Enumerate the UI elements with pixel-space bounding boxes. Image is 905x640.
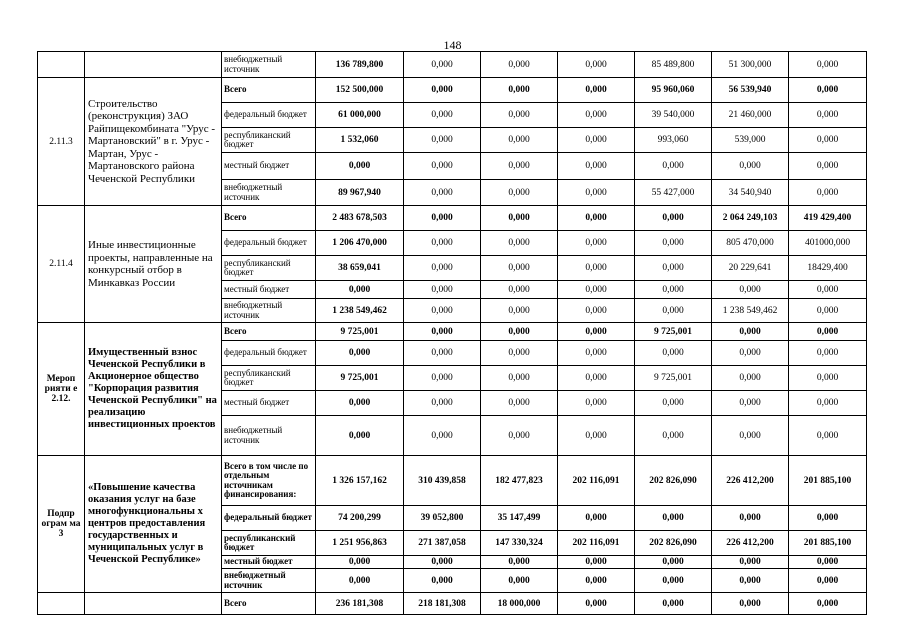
- item-code-cell: Мероп рияти е 2.12.: [38, 323, 85, 456]
- year-amount-cell: 0,000: [789, 391, 867, 416]
- year-amount-cell: 0,000: [481, 103, 558, 128]
- total-amount-cell: 0,000: [316, 569, 404, 593]
- funding-source-cell: Всего в том числе по отдельным источникам финансирования:: [222, 456, 316, 506]
- total-amount-cell: 9 725,001: [316, 366, 404, 391]
- year-amount-cell: 202 826,090: [635, 531, 712, 556]
- year-amount-cell: 39 052,800: [404, 506, 481, 531]
- total-amount-cell: 0,000: [316, 281, 404, 299]
- year-amount-cell: 0,000: [481, 153, 558, 180]
- year-amount-cell: 0,000: [635, 341, 712, 366]
- year-amount-cell: 0,000: [481, 78, 558, 103]
- year-amount-cell: 0,000: [558, 416, 635, 456]
- year-amount-cell: 0,000: [558, 569, 635, 593]
- total-amount-cell: 236 181,308: [316, 593, 404, 615]
- year-amount-cell: 201 885,100: [789, 456, 867, 506]
- funding-source-cell: республиканский бюджет: [222, 256, 316, 281]
- year-amount-cell: 0,000: [404, 323, 481, 341]
- year-amount-cell: 0,000: [712, 593, 789, 615]
- year-amount-cell: 0,000: [789, 556, 867, 569]
- funding-source-cell: внебюджетный источник: [222, 416, 316, 456]
- year-amount-cell: 0,000: [789, 593, 867, 615]
- year-amount-cell: 21 460,000: [712, 103, 789, 128]
- item-code-cell: [38, 52, 85, 78]
- year-amount-cell: 0,000: [712, 569, 789, 593]
- year-amount-cell: 226 412,200: [712, 456, 789, 506]
- year-amount-cell: 0,000: [558, 153, 635, 180]
- year-amount-cell: 0,000: [789, 52, 867, 78]
- year-amount-cell: 0,000: [635, 231, 712, 256]
- item-name-cell: [85, 593, 222, 615]
- total-amount-cell: 1 206 470,000: [316, 231, 404, 256]
- item-code-cell: Подпр ограм ма 3: [38, 456, 85, 593]
- year-amount-cell: 0,000: [789, 153, 867, 180]
- year-amount-cell: 1 238 549,462: [712, 299, 789, 323]
- year-amount-cell: 401000,000: [789, 231, 867, 256]
- year-amount-cell: 0,000: [712, 323, 789, 341]
- total-amount-cell: 1 326 157,162: [316, 456, 404, 506]
- year-amount-cell: 0,000: [558, 506, 635, 531]
- funding-source-cell: республиканский бюджет: [222, 128, 316, 153]
- funding-source-cell: местный бюджет: [222, 391, 316, 416]
- funding-source-cell: Всего: [222, 78, 316, 103]
- year-amount-cell: 0,000: [789, 416, 867, 456]
- year-amount-cell: 0,000: [404, 52, 481, 78]
- year-amount-cell: 0,000: [558, 206, 635, 231]
- year-amount-cell: 0,000: [712, 153, 789, 180]
- year-amount-cell: 95 960,060: [635, 78, 712, 103]
- year-amount-cell: 0,000: [481, 206, 558, 231]
- year-amount-cell: 0,000: [404, 206, 481, 231]
- year-amount-cell: 0,000: [712, 556, 789, 569]
- item-name-cell: Имущественный взнос Чеченской Республики в Акционерное общество "Корпорация развития Чеченской Республики" на реализацию инвестиционных проектов: [85, 323, 222, 456]
- year-amount-cell: 0,000: [404, 78, 481, 103]
- year-amount-cell: 39 540,000: [635, 103, 712, 128]
- year-amount-cell: 55 427,000: [635, 180, 712, 206]
- table-row: [38, 456, 867, 506]
- year-amount-cell: 2 064 249,103: [712, 206, 789, 231]
- year-amount-cell: 0,000: [404, 299, 481, 323]
- funding-source-cell: Всего: [222, 593, 316, 615]
- funding-source-cell: внебюджетный источник: [222, 180, 316, 206]
- total-amount-cell: 0,000: [316, 391, 404, 416]
- year-amount-cell: 202 116,091: [558, 456, 635, 506]
- year-amount-cell: 0,000: [635, 556, 712, 569]
- year-amount-cell: 0,000: [789, 281, 867, 299]
- year-amount-cell: 271 387,058: [404, 531, 481, 556]
- year-amount-cell: 0,000: [789, 180, 867, 206]
- year-amount-cell: 0,000: [481, 556, 558, 569]
- year-amount-cell: 218 181,308: [404, 593, 481, 615]
- year-amount-cell: 0,000: [558, 341, 635, 366]
- year-amount-cell: 0,000: [789, 366, 867, 391]
- year-amount-cell: 0,000: [712, 341, 789, 366]
- year-amount-cell: 182 477,823: [481, 456, 558, 506]
- total-amount-cell: 2 483 678,503: [316, 206, 404, 231]
- year-amount-cell: 0,000: [558, 391, 635, 416]
- total-amount-cell: 136 789,800: [316, 52, 404, 78]
- funding-source-cell: местный бюджет: [222, 281, 316, 299]
- funding-source-cell: федеральный бюджет: [222, 231, 316, 256]
- year-amount-cell: 0,000: [481, 180, 558, 206]
- budget-table: [37, 51, 867, 615]
- funding-source-cell: местный бюджет: [222, 556, 316, 569]
- year-amount-cell: 0,000: [481, 52, 558, 78]
- year-amount-cell: 0,000: [635, 299, 712, 323]
- year-amount-cell: 0,000: [789, 341, 867, 366]
- year-amount-cell: 85 489,800: [635, 52, 712, 78]
- year-amount-cell: 34 540,940: [712, 180, 789, 206]
- year-amount-cell: 0,000: [558, 231, 635, 256]
- year-amount-cell: 539,000: [712, 128, 789, 153]
- year-amount-cell: 0,000: [558, 593, 635, 615]
- year-amount-cell: 0,000: [558, 366, 635, 391]
- total-amount-cell: 9 725,001: [316, 323, 404, 341]
- year-amount-cell: 0,000: [558, 52, 635, 78]
- page-number: 148: [443, 38, 462, 52]
- funding-source-cell: внебюджетный источник: [222, 299, 316, 323]
- year-amount-cell: 0,000: [635, 391, 712, 416]
- item-name-cell: [85, 52, 222, 78]
- year-amount-cell: 0,000: [558, 323, 635, 341]
- year-amount-cell: 9 725,001: [635, 323, 712, 341]
- year-amount-cell: 310 439,858: [404, 456, 481, 506]
- year-amount-cell: 0,000: [558, 256, 635, 281]
- year-amount-cell: 0,000: [789, 103, 867, 128]
- funding-source-cell: Всего: [222, 206, 316, 231]
- funding-source-cell: республиканский бюджет: [222, 366, 316, 391]
- total-amount-cell: 74 200,299: [316, 506, 404, 531]
- year-amount-cell: 0,000: [481, 323, 558, 341]
- year-amount-cell: 0,000: [481, 569, 558, 593]
- year-amount-cell: 0,000: [635, 256, 712, 281]
- year-amount-cell: 56 539,940: [712, 78, 789, 103]
- item-code-cell: [38, 593, 85, 615]
- total-amount-cell: 0,000: [316, 416, 404, 456]
- year-amount-cell: 0,000: [404, 281, 481, 299]
- year-amount-cell: 0,000: [481, 391, 558, 416]
- total-amount-cell: 38 659,041: [316, 256, 404, 281]
- year-amount-cell: 0,000: [789, 299, 867, 323]
- year-amount-cell: 0,000: [481, 281, 558, 299]
- total-amount-cell: 0,000: [316, 556, 404, 569]
- year-amount-cell: 0,000: [789, 323, 867, 341]
- year-amount-cell: 0,000: [481, 128, 558, 153]
- year-amount-cell: 0,000: [635, 569, 712, 593]
- year-amount-cell: 202 116,091: [558, 531, 635, 556]
- year-amount-cell: 0,000: [404, 391, 481, 416]
- year-amount-cell: 51 300,000: [712, 52, 789, 78]
- year-amount-cell: 0,000: [712, 366, 789, 391]
- item-code-cell: 2.11.4: [38, 206, 85, 323]
- year-amount-cell: 0,000: [404, 153, 481, 180]
- year-amount-cell: 0,000: [712, 506, 789, 531]
- year-amount-cell: 0,000: [712, 281, 789, 299]
- year-amount-cell: 0,000: [481, 231, 558, 256]
- year-amount-cell: 0,000: [558, 128, 635, 153]
- total-amount-cell: 1 251 956,863: [316, 531, 404, 556]
- year-amount-cell: 201 885,100: [789, 531, 867, 556]
- year-amount-cell: 0,000: [481, 366, 558, 391]
- year-amount-cell: 0,000: [635, 593, 712, 615]
- funding-source-cell: федеральный бюджет: [222, 506, 316, 531]
- funding-source-cell: республиканский бюджет: [222, 531, 316, 556]
- year-amount-cell: 0,000: [712, 416, 789, 456]
- year-amount-cell: 0,000: [481, 256, 558, 281]
- year-amount-cell: 147 330,324: [481, 531, 558, 556]
- year-amount-cell: 0,000: [635, 506, 712, 531]
- item-code-cell: 2.11.3: [38, 78, 85, 206]
- item-name-cell: Строительство (реконструкция) ЗАО Райпищекомбината "Урус - Мартановский" в г. Урус - Мартан, Урус - Мартановского района Чеченской Республики: [85, 78, 222, 206]
- table-row: [38, 593, 867, 615]
- total-amount-cell: 152 500,000: [316, 78, 404, 103]
- year-amount-cell: 9 725,001: [635, 366, 712, 391]
- year-amount-cell: 0,000: [404, 256, 481, 281]
- item-name-cell: Иные инвестиционные проекты, направленные на конкурсный отбор в Минкавказ России: [85, 206, 222, 323]
- funding-source-cell: местный бюджет: [222, 153, 316, 180]
- funding-source-cell: федеральный бюджет: [222, 103, 316, 128]
- item-name-cell: «Повышение качества оказания услуг на базе многофункциональны х центров предоставления государственных и муниципальных услуг в Чеченской Республике»: [85, 456, 222, 593]
- year-amount-cell: 0,000: [789, 506, 867, 531]
- year-amount-cell: 226 412,200: [712, 531, 789, 556]
- year-amount-cell: 0,000: [635, 416, 712, 456]
- year-amount-cell: 0,000: [404, 180, 481, 206]
- year-amount-cell: 0,000: [558, 281, 635, 299]
- year-amount-cell: 0,000: [635, 206, 712, 231]
- year-amount-cell: 18429,400: [789, 256, 867, 281]
- year-amount-cell: 0,000: [404, 128, 481, 153]
- year-amount-cell: 0,000: [635, 281, 712, 299]
- funding-source-cell: внебюджетный источник: [222, 52, 316, 78]
- year-amount-cell: 0,000: [404, 416, 481, 456]
- year-amount-cell: 0,000: [635, 153, 712, 180]
- table-row: [38, 323, 867, 341]
- year-amount-cell: 0,000: [558, 180, 635, 206]
- year-amount-cell: 0,000: [558, 78, 635, 103]
- year-amount-cell: 805 470,000: [712, 231, 789, 256]
- total-amount-cell: 1 532,060: [316, 128, 404, 153]
- year-amount-cell: 0,000: [558, 556, 635, 569]
- year-amount-cell: 0,000: [404, 103, 481, 128]
- year-amount-cell: 20 229,641: [712, 256, 789, 281]
- year-amount-cell: 419 429,400: [789, 206, 867, 231]
- funding-source-cell: Всего: [222, 323, 316, 341]
- total-amount-cell: 0,000: [316, 341, 404, 366]
- table-row: [38, 52, 867, 78]
- year-amount-cell: 0,000: [558, 103, 635, 128]
- year-amount-cell: 0,000: [481, 299, 558, 323]
- year-amount-cell: 202 826,090: [635, 456, 712, 506]
- year-amount-cell: 993,060: [635, 128, 712, 153]
- year-amount-cell: 0,000: [404, 366, 481, 391]
- year-amount-cell: 0,000: [404, 569, 481, 593]
- year-amount-cell: 0,000: [558, 299, 635, 323]
- total-amount-cell: 0,000: [316, 153, 404, 180]
- year-amount-cell: 0,000: [712, 391, 789, 416]
- year-amount-cell: 0,000: [404, 556, 481, 569]
- year-amount-cell: 35 147,499: [481, 506, 558, 531]
- funding-source-cell: федеральный бюджет: [222, 341, 316, 366]
- total-amount-cell: 61 000,000: [316, 103, 404, 128]
- year-amount-cell: 0,000: [789, 128, 867, 153]
- total-amount-cell: 1 238 549,462: [316, 299, 404, 323]
- table-row: [38, 206, 867, 231]
- year-amount-cell: 0,000: [789, 569, 867, 593]
- year-amount-cell: 0,000: [404, 341, 481, 366]
- year-amount-cell: 0,000: [789, 78, 867, 103]
- year-amount-cell: 18 000,000: [481, 593, 558, 615]
- funding-source-cell: внебюджетный источник: [222, 569, 316, 593]
- year-amount-cell: 0,000: [481, 416, 558, 456]
- year-amount-cell: 0,000: [404, 231, 481, 256]
- table-row: [38, 78, 867, 103]
- total-amount-cell: 89 967,940: [316, 180, 404, 206]
- year-amount-cell: 0,000: [481, 341, 558, 366]
